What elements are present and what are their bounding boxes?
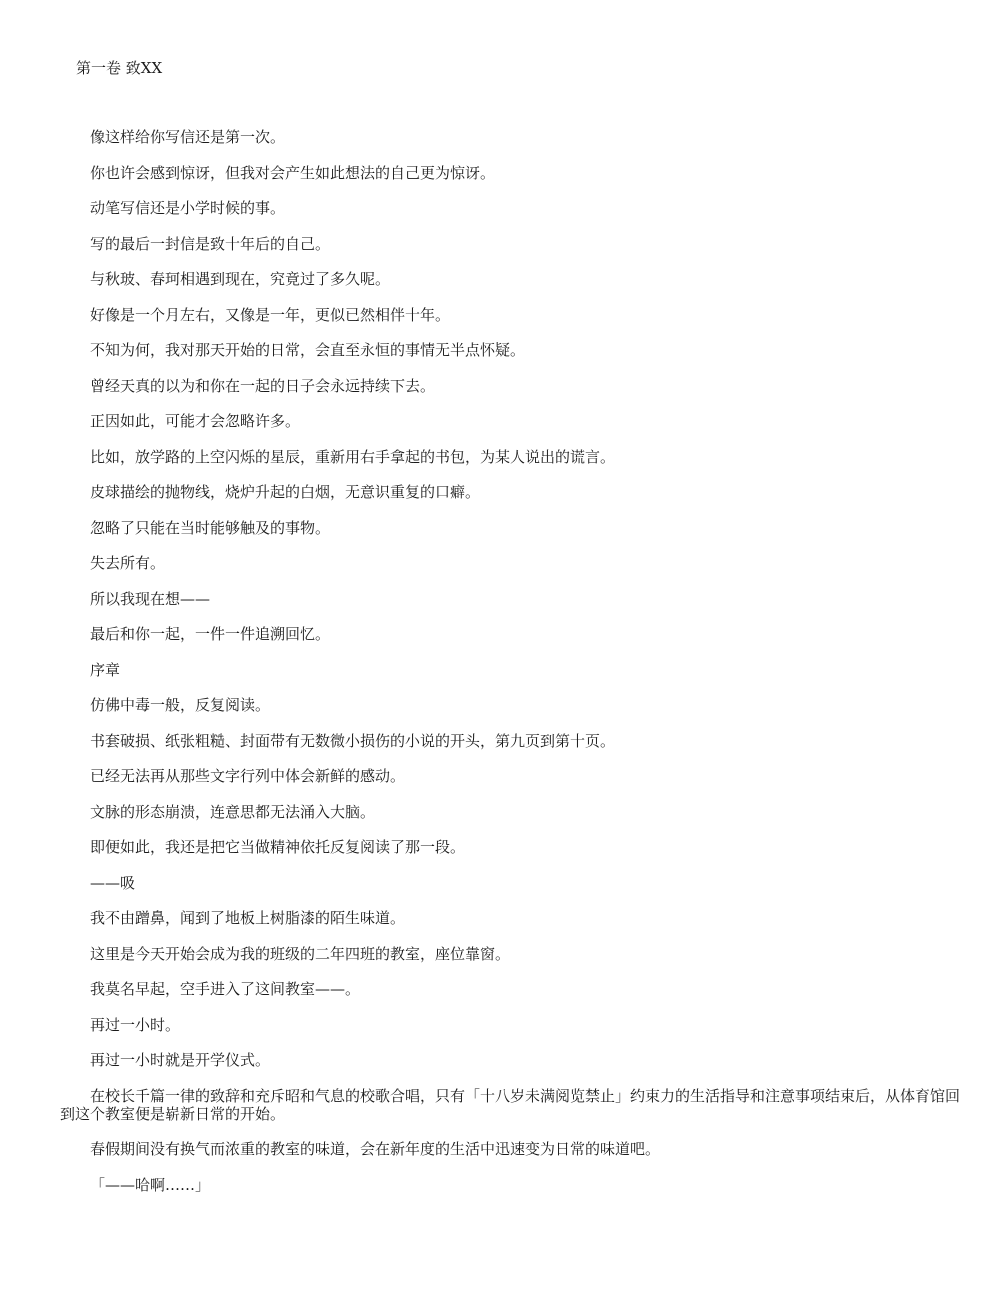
paragraph: 这里是今天开始会成为我的班级的二年四班的教室，座位靠窗。 [90,944,511,963]
paragraph: 已经无法再从那些文字行列中体会新鲜的感动。 [90,767,406,785]
paragraph: 即便如此，我还是把它当做精神依托反复阅读了那一段。 [90,838,466,856]
chapter-body [60,128,960,1211]
paragraph: 好像是一个月左右，又像是一年，更似已然相伴十年。 [90,305,451,324]
paragraph: 正因如此，可能才会忽略许多。 [90,412,301,430]
paragraph: 我莫名早起，空手进入了这间教室——。 [90,980,361,998]
paragraph: 像这样给你写信还是第一次。 [90,128,286,146]
paragraph: 仿佛中毒一般，反复阅读。 [90,696,271,714]
paragraph: 在校长千篇一律的致辞和充斥昭和气息的校歌合唱，只有「十八岁未满阅览禁止」约束力的生活指导和注意事项结束后，从体育馆回到这个教室便是崭新日常的开始。 [60,1086,961,1123]
paragraph: 不知为何，我对那天开始的日常，会直至永恒的事情无半点怀疑。 [90,341,526,359]
paragraph: 与秋玻、春珂相遇到现在，究竟过了多久呢。 [90,270,391,288]
paragraph: 「——哈啊……」 [90,1175,211,1194]
paragraph: ——吸 [90,873,136,892]
paragraph: 书套破损、纸张粗糙、封面带有无数微小损伤的小说的开头，第九页到第十页。 [90,731,616,750]
paragraph: 皮球描绘的抛物线，烧炉升起的白烟，无意识重复的口癖。 [90,483,481,501]
paragraph: 写的最后一封信是致十年后的自己。 [90,234,331,253]
paragraph: 比如，放学路的上空闪烁的星辰，重新用右手拿起的书包，为某人说出的谎言。 [90,447,616,466]
paragraph: 再过一小时。 [90,1015,181,1034]
paragraph: 我不由蹭鼻，闻到了地板上树脂漆的陌生味道。 [90,909,406,927]
paragraph: 失去所有。 [90,554,166,572]
paragraph: 忽略了只能在当时能够触及的事物。 [90,518,331,537]
paragraph: 春假期间没有换气而浓重的教室的味道，会在新年度的生活中迅速变为日常的味道吧。 [90,1140,661,1158]
paragraph: 所以我现在想—— [90,589,211,608]
chapter-title: 第一卷 致XX [76,59,163,77]
paragraph: 再过一小时就是开学仪式。 [90,1051,271,1069]
paragraph: 动笔写信还是小学时候的事。 [90,199,286,217]
paragraph: 最后和你一起，一件一件追溯回忆。 [90,625,331,643]
section-heading: 序章 [90,660,121,679]
paragraph: 曾经天真的以为和你在一起的日子会永远持续下去。 [90,376,436,395]
paragraph: 你也许会感到惊讶，但我对会产生如此想法的自己更为惊讶。 [90,163,496,182]
paragraph: 文脉的形态崩溃，连意思都无法涌入大脑。 [90,802,376,821]
